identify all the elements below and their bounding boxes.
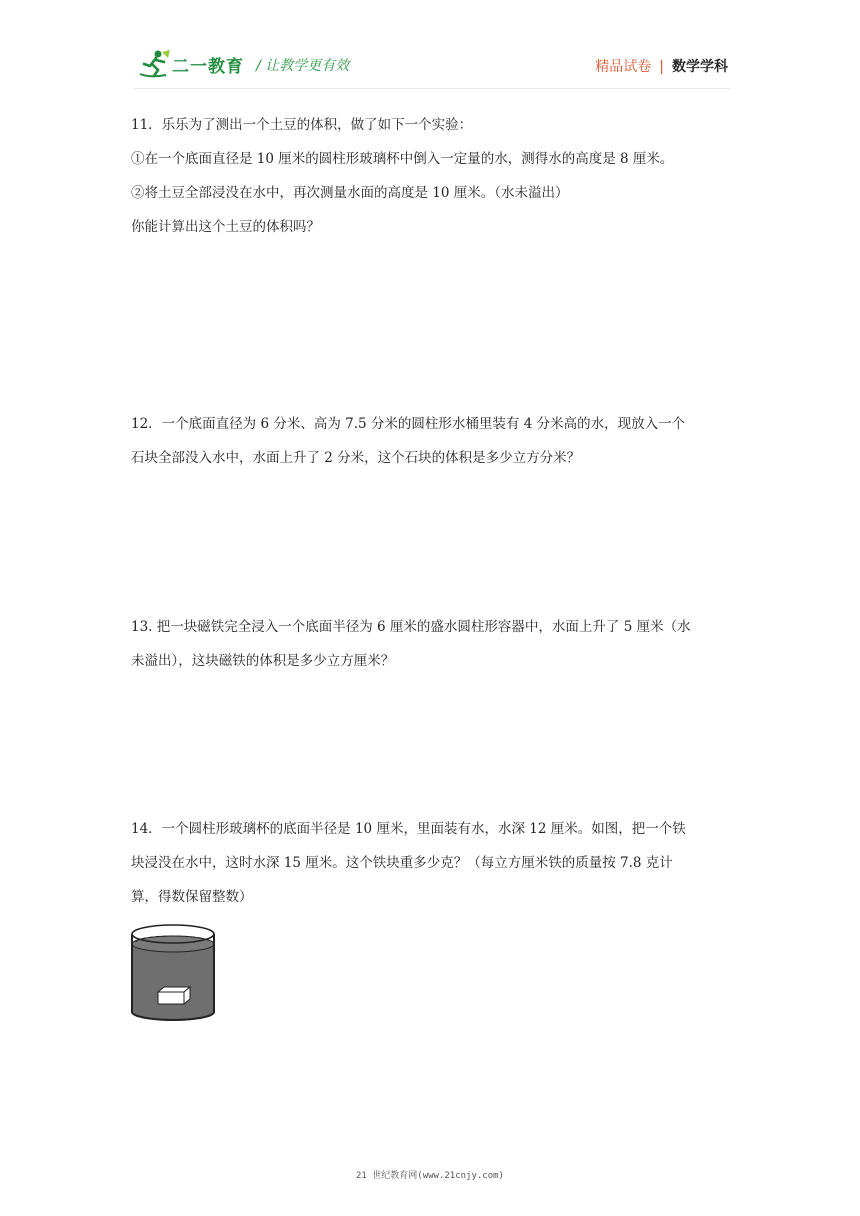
question-line: 11．乐乐为了测出一个土豆的体积，做了如下一个实验：	[131, 117, 473, 133]
question-line: 13. 把一块磁铁完全浸入一个底面半径为 6 厘米的盛水圆柱形容器中，水面上升了 5 厘米（水	[131, 619, 691, 635]
header-subject	[595, 56, 728, 76]
water	[132, 944, 214, 1020]
question-line: ①在一个底面直径是 10 厘米的圆柱形玻璃杯中倒入一定量的水，测得水的高度是 8 厘米。	[131, 151, 674, 167]
question-11	[131, 108, 731, 244]
glass-with-iron-block-diagram	[128, 922, 218, 1026]
question-line: 块浸没在水中，这时水深 15 厘米。这个铁块重多少克？（每立方厘米铁的质量按 7.8 克计	[131, 855, 673, 871]
question-line: 未溢出），这块磁铁的体积是多少立方厘米？	[131, 653, 395, 669]
question-line: 你能计算出这个土豆的体积吗？	[131, 219, 320, 235]
logo-text: 二一教育	[172, 57, 244, 77]
question-line: 石块全部没入水中，水面上升了 2 分米，这个石块的体积是多少立方分米？	[131, 450, 581, 466]
header-separator: |	[659, 59, 664, 75]
question-line: 14．一个圆柱形玻璃杯的底面半径是 10 厘米，里面装有水，水深 12 厘米。如图，把一个铁	[131, 821, 686, 837]
header-label-subject: 数学学科	[672, 59, 728, 75]
page-header	[0, 0, 860, 90]
question-12	[131, 407, 731, 475]
question-13	[131, 610, 731, 678]
question-line: 12．一个底面直径为 6 分米、高为 7.5 分米的圆柱形水桶里装有 4 分米高的水，现放入一个	[131, 416, 686, 432]
header-slogan: / 让教学更有效	[256, 58, 350, 74]
iron-block-front	[158, 992, 184, 1004]
question-line: 算，得数保留整数）	[131, 889, 253, 905]
header-divider	[134, 88, 730, 89]
question-line: ②将土豆全部浸没在水中，再次测量水面的高度是 10 厘米。（水未溢出）	[131, 185, 569, 201]
question-14	[131, 812, 731, 914]
page-footer: 21 世纪教育网(www.21cnjy.com)	[356, 1171, 504, 1181]
header-label-premium: 精品试卷	[595, 59, 652, 75]
